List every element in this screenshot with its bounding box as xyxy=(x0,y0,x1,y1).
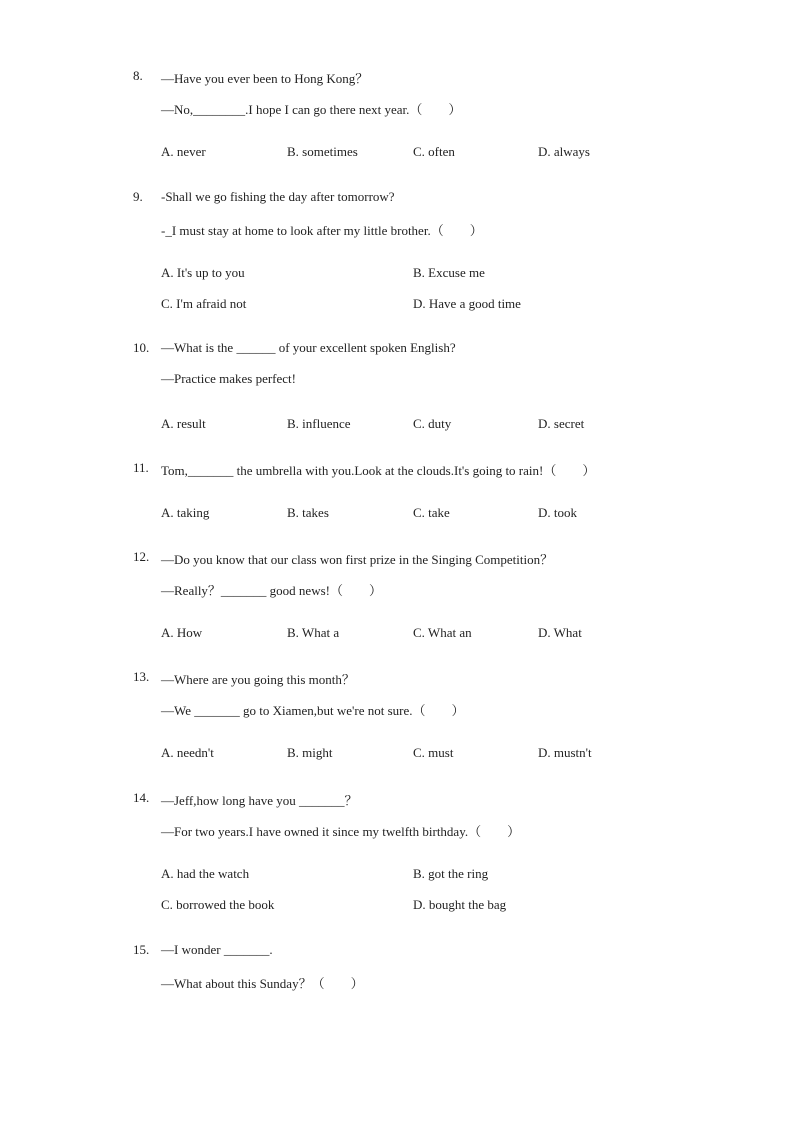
option-c: C. I'm afraid not xyxy=(161,296,247,311)
question-line: —Have you ever been to Hong Kong？ xyxy=(161,71,369,86)
option-b: B. got the ring xyxy=(413,866,489,881)
question-line: —Jeff,how long have you _______？ xyxy=(161,793,358,808)
option-c: C. borrowed the book xyxy=(161,897,275,912)
option-b: B. Excuse me xyxy=(413,265,485,280)
question-line: —I wonder _______. xyxy=(161,942,273,957)
option-a: A. had the watch xyxy=(161,866,250,881)
option-d: D. bought the bag xyxy=(413,897,507,912)
question-line: -_I must stay at home to look after my little brother.（ ） xyxy=(161,223,483,238)
option-b: B. What a xyxy=(287,625,340,640)
question-number: 15. xyxy=(133,942,150,957)
question-number: 11. xyxy=(133,460,149,475)
option-c: C. often xyxy=(413,144,455,159)
question-line: Tom,_______ the umbrella with you.Look at the clouds.It's going to rain!（ ） xyxy=(161,463,596,478)
option-b: B. influence xyxy=(287,416,351,431)
question-number: 13. xyxy=(133,669,150,684)
question-line: —No,________.I hope I can go there next year.（ ） xyxy=(161,102,462,117)
question-line: —What is the ______ of your excellent spoken English? xyxy=(161,340,456,355)
option-d: D. always xyxy=(538,144,590,159)
option-d: D. What xyxy=(538,625,582,640)
question-line: -Shall we go fishing the day after tomorrow? xyxy=(161,189,395,204)
question-number: 10. xyxy=(133,340,150,355)
question-line: —Do you know that our class won first prize in the Singing Competition？ xyxy=(161,552,554,567)
option-a: A. taking xyxy=(161,505,210,520)
question-number: 14. xyxy=(133,790,150,805)
option-a: A. needn't xyxy=(161,745,214,760)
question-number: 8. xyxy=(133,68,143,83)
option-d: D. secret xyxy=(538,416,585,431)
question-line: —Really？_______ good news!（ ） xyxy=(161,583,382,598)
question-line: —For two years.I have owned it since my twelfth birthday.（ ） xyxy=(161,824,521,839)
question-number: 12. xyxy=(133,549,150,564)
option-d: D. Have a good time xyxy=(413,296,521,311)
option-b: B. takes xyxy=(287,505,329,520)
option-a: A. It's up to you xyxy=(161,265,245,280)
option-c: C. duty xyxy=(413,416,452,431)
option-a: A. result xyxy=(161,416,206,431)
option-c: C. What an xyxy=(413,625,472,640)
option-b: B. sometimes xyxy=(287,144,358,159)
option-c: C. take xyxy=(413,505,450,520)
option-d: D. mustn't xyxy=(538,745,592,760)
question-line: —What about this Sunday？（ ） xyxy=(161,976,364,991)
question-line: —We _______ go to Xiamen,but we're not sure.（ ） xyxy=(161,703,465,718)
option-b: B. might xyxy=(287,745,333,760)
question-line: —Where are you going this month？ xyxy=(161,672,355,687)
question-number: 9. xyxy=(133,189,143,204)
option-d: D. took xyxy=(538,505,577,520)
option-a: A. How xyxy=(161,625,203,640)
option-c: C. must xyxy=(413,745,454,760)
question-line: —Practice makes perfect! xyxy=(161,371,296,386)
option-a: A. never xyxy=(161,144,206,159)
